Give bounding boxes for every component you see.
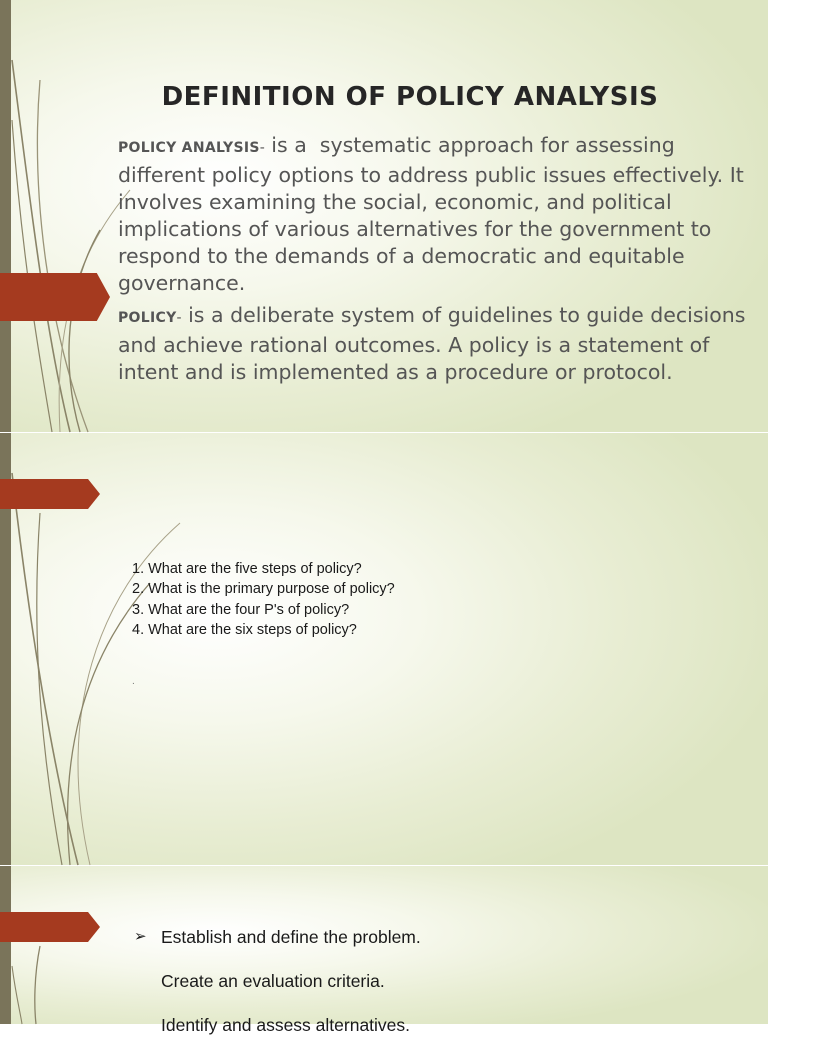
definition-text: is a deliberate system of guidelines to guide decisions and achieve rational outcomes. A policy is a statement of intent and is implemented as a procedure or protocol.	[118, 303, 752, 384]
trailing-mark: .	[132, 676, 135, 687]
question-list	[132, 559, 395, 640]
step-text: Create an evaluation criteria.	[161, 971, 385, 991]
question-item: 2. What is the primary purpose of policy?	[132, 581, 395, 598]
accent-tab	[0, 479, 100, 509]
slide-questions	[0, 433, 768, 865]
slide-title: DEFINITION OF POLICY ANALYSIS	[161, 82, 659, 112]
decorative-swirl-icon	[0, 866, 120, 1024]
term-label: POLICY ANALYSIS	[118, 140, 260, 156]
step-text: Identify and assess alternatives.	[161, 1015, 411, 1035]
decorative-swirl-icon	[0, 0, 130, 432]
accent-tab	[0, 273, 110, 321]
step-item	[132, 926, 421, 970]
step-item	[132, 1014, 421, 1058]
term-dash: -	[176, 310, 182, 326]
definition-text: is a systematic approach for assessing different policy options to address public issues effectively. It involves examining the social, economic, and political implications of various alternatives for the government to respond to the demands of a democratic and equitable governance.	[118, 133, 751, 295]
arrow-bullet-icon: ➢	[134, 928, 147, 945]
step-item	[132, 970, 421, 1014]
slide-definition	[0, 0, 768, 432]
question-item: 1. What are the five steps of policy?	[132, 561, 362, 577]
steps-list	[132, 926, 421, 1058]
question-item: 4. What are the six steps of policy?	[132, 621, 357, 638]
term-dash: -	[259, 140, 265, 156]
step-text: Establish and define the problem.	[161, 927, 421, 947]
term-label: POLICY	[118, 310, 177, 326]
question-item: 3. What are the four P's of policy?	[132, 601, 350, 618]
definition-policy-analysis	[118, 132, 758, 297]
slide-steps	[0, 866, 768, 1035]
accent-tab	[0, 912, 100, 942]
definition-policy	[118, 302, 758, 386]
